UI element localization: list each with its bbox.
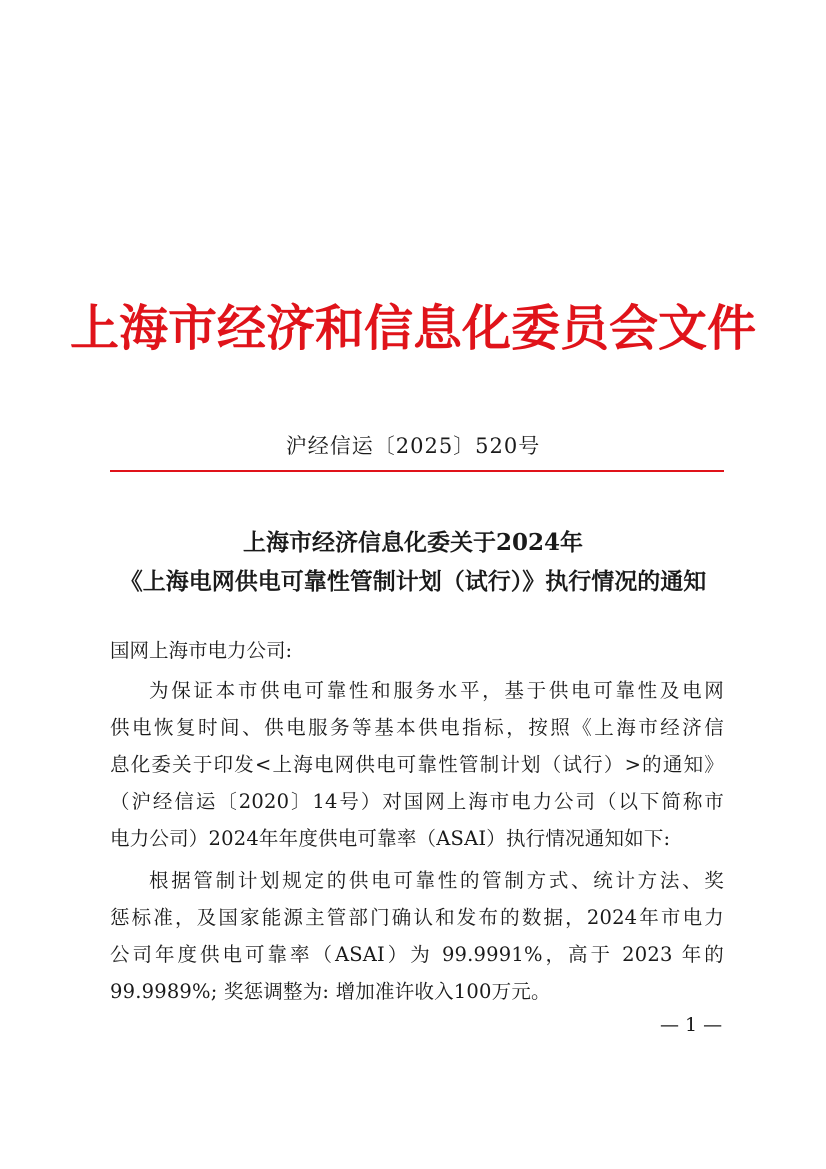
paragraph-1-line: （沪经信运〔2020〕14号）对国网上海市电力公司（以下简称市 — [110, 790, 724, 813]
paragraph-1-line: 息化委关于印发<上海电网供电可靠性管制计划（试行）>的通知》 — [110, 753, 724, 776]
paragraph-1-line: 电力公司）2024年年度供电可靠率（ASAI）执行情况通知如下: — [110, 827, 671, 850]
page-number: — 1 — — [660, 1014, 723, 1036]
paragraph-2-line: 根据管制计划规定的供电可靠性的管制方式、统计方法、奖 — [149, 869, 724, 892]
paragraph-2-line: 惩标准，及国家能源主管部门确认和发布的数据，2024年市电力 — [110, 906, 724, 929]
paragraph-1-line: 为保证本市供电可靠性和服务水平，基于供电可靠性及电网 — [149, 679, 724, 702]
paragraph-2-line: 公司年度供电可靠率（ASAI）为 99.9991%，高于 2023 年的 — [110, 943, 724, 966]
document-number: 沪经信运〔2025〕520号 — [285, 434, 541, 458]
paragraph-1-line: 供电恢复时间、供电服务等基本供电指标，按照《上海市经济信 — [110, 716, 724, 739]
addressee: 国网上海市电力公司: — [110, 639, 293, 662]
issuer-header-title: 上海市经济和信息化委员会文件 — [69, 299, 756, 357]
notice-title — [0, 523, 826, 601]
notice-title-line-1: 上海市经济信息化委关于2024年 — [242, 529, 583, 556]
paragraph-2-line: 99.9989%; 奖惩调整为: 增加准许收入100万元。 — [110, 980, 551, 1003]
notice-title-line-2: 《上海电网供电可靠性管制计划（试行）》执行情况的通知 — [119, 568, 707, 595]
red-divider-line — [110, 470, 724, 472]
